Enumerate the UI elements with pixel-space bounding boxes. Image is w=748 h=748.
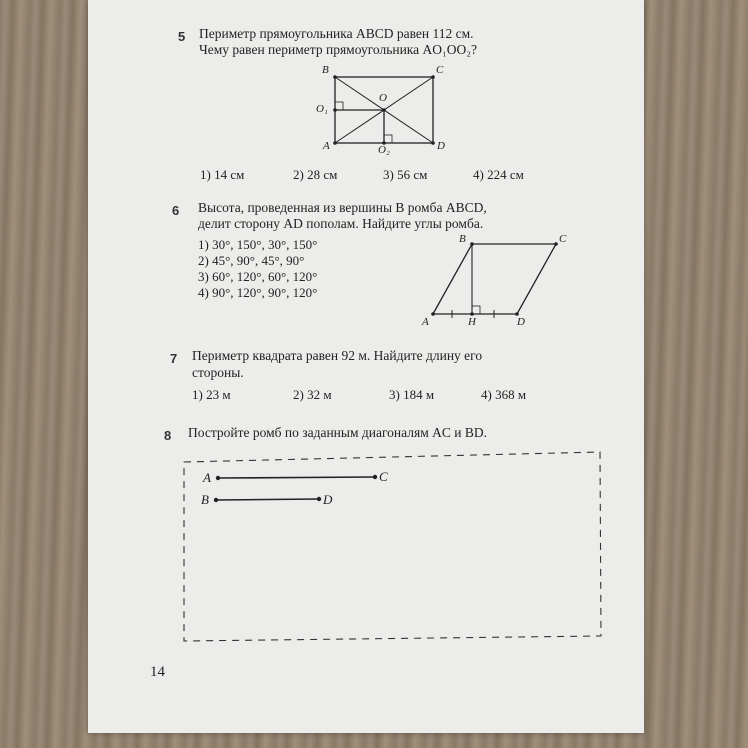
- task5-label-c: C: [436, 64, 444, 76]
- task7-text-line1: Периметр квадрата равен 92 м. Найдите длину его: [192, 348, 483, 363]
- task6-text-line1: Высота, проведенная из вершины B ромба ABCD,: [198, 200, 487, 215]
- task5-label-o1: O₁: [316, 103, 328, 115]
- task5-answer-2: 2) 28 см: [293, 167, 338, 182]
- task8-number: 8: [164, 428, 172, 443]
- task6-label-c: C: [559, 233, 567, 245]
- task7-answer-3: 3) 184 м: [389, 387, 435, 402]
- task5-answer-4: 4) 224 см: [473, 167, 524, 182]
- task6-label-h: H: [468, 316, 476, 328]
- task6-label-a: A: [422, 316, 429, 328]
- task5-label-o: O: [379, 92, 387, 104]
- task5-number: 5: [178, 29, 186, 44]
- task5-text-line1: Периметр прямоугольника ABCD равен 112 см.: [199, 26, 474, 41]
- task6-answer-2: 2) 45°, 90°, 45°, 90°: [198, 253, 305, 268]
- task5-text-line2: Чему равен периметр прямоугольника AO₁OO₂?: [199, 42, 477, 57]
- task7-number: 7: [170, 351, 178, 366]
- page-number: 14: [150, 664, 165, 680]
- task5-label-b: B: [322, 64, 329, 76]
- task7-answer-2: 2) 32 м: [293, 387, 332, 402]
- task8-label-c: C: [379, 469, 388, 484]
- task7-answer-4: 4) 368 м: [481, 387, 527, 402]
- task5-answer-1: 1) 14 см: [200, 167, 245, 182]
- task6-label-d: D: [517, 316, 525, 328]
- task6-number: 6: [172, 203, 180, 218]
- task6-text-line2: делит сторону AD пополам. Найдите углы ромба.: [198, 216, 484, 231]
- task6-answer-3: 3) 60°, 120°, 60°, 120°: [198, 269, 318, 284]
- task6-label-b: B: [459, 233, 466, 245]
- task8-text-line1: Постройте ромб по заданным диагоналям AC и BD.: [188, 425, 487, 440]
- task5-label-a: A: [323, 140, 330, 152]
- task8-label-d: D: [323, 492, 333, 507]
- task5-label-d: D: [437, 140, 445, 152]
- task6-answer-4: 4) 90°, 120°, 90°, 120°: [198, 285, 318, 300]
- worksheet-page: [88, 0, 644, 733]
- task6-answer-1: 1) 30°, 150°, 30°, 150°: [198, 237, 318, 252]
- task8-label-a: A: [203, 470, 211, 485]
- task7-answer-1: 1) 23 м: [192, 387, 231, 402]
- task8-drawing-area: [88, 0, 644, 660]
- task8-label-b: B: [201, 492, 209, 507]
- task5-label-o2: O₂: [378, 144, 390, 156]
- task7-text-line2: стороны.: [192, 365, 244, 380]
- task5-answer-3: 3) 56 см: [383, 167, 428, 182]
